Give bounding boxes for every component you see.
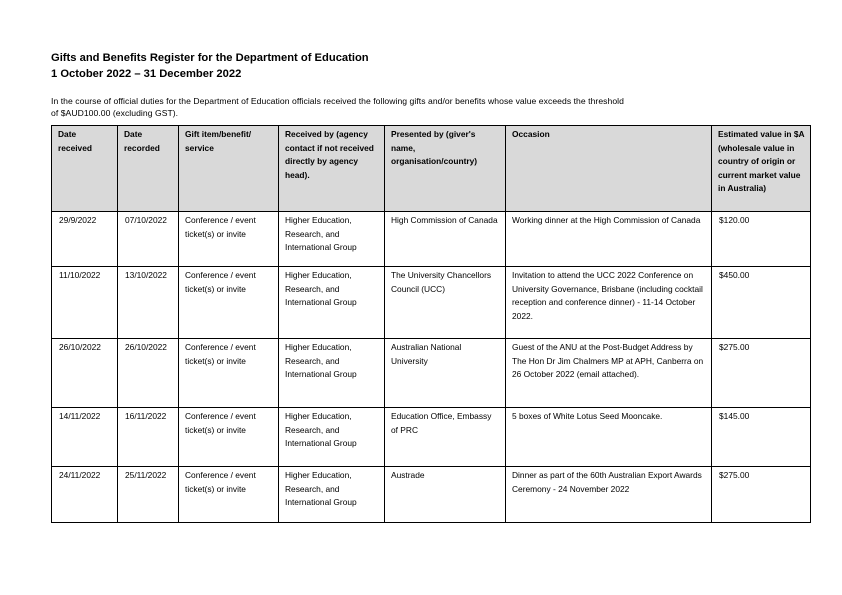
header-gift: Gift item/benefit/ service: [179, 126, 279, 212]
cell-date-received: 14/11/2022: [52, 408, 118, 467]
cell-occasion: Guest of the ANU at the Post-Budget Address by The Hon Dr Jim Chalmers MP at APH, Canberra on 26 October 2022 (email attached).: [506, 339, 712, 408]
cell-presented-by: High Commission of Canada: [385, 212, 506, 267]
cell-value: $450.00: [712, 267, 811, 339]
cell-value: $120.00: [712, 212, 811, 267]
cell-occasion: Dinner as part of the 60th Australian Export Awards Ceremony - 24 November 2022: [506, 467, 712, 523]
cell-value: $145.00: [712, 408, 811, 467]
header-occasion: Occasion: [506, 126, 712, 212]
header-date-received: Date received: [52, 126, 118, 212]
cell-date-received: 11/10/2022: [52, 267, 118, 339]
gifts-register-table: [51, 125, 811, 523]
cell-gift: Conference / event ticket(s) or invite: [179, 467, 279, 523]
document-title: [51, 50, 369, 82]
cell-gift: Conference / event ticket(s) or invite: [179, 408, 279, 467]
header-date-recorded: Date recorded: [118, 126, 179, 212]
cell-date-recorded: 16/11/2022: [118, 408, 179, 467]
cell-date-received: 24/11/2022: [52, 467, 118, 523]
cell-received-by: Higher Education, Research, and International Group: [279, 267, 385, 339]
table-row: [52, 212, 811, 267]
cell-received-by: Higher Education, Research, and International Group: [279, 467, 385, 523]
cell-received-by: Higher Education, Research, and International Group: [279, 212, 385, 267]
cell-received-by: Higher Education, Research, and International Group: [279, 339, 385, 408]
cell-value: $275.00: [712, 339, 811, 408]
cell-value: $275.00: [712, 467, 811, 523]
cell-date-recorded: 25/11/2022: [118, 467, 179, 523]
cell-date-received: 26/10/2022: [52, 339, 118, 408]
intro-paragraph: [51, 95, 791, 119]
intro-line-2: of $AUD100.00 (excluding GST).: [51, 108, 179, 118]
cell-date-received: 29/9/2022: [52, 212, 118, 267]
cell-gift: Conference / event ticket(s) or invite: [179, 212, 279, 267]
cell-presented-by: Australian National University: [385, 339, 506, 408]
cell-occasion: Working dinner at the High Commission of Canada: [506, 212, 712, 267]
cell-date-recorded: 26/10/2022: [118, 339, 179, 408]
cell-date-recorded: 07/10/2022: [118, 212, 179, 267]
table-header-row: [52, 126, 811, 212]
cell-date-recorded: 13/10/2022: [118, 267, 179, 339]
title-heading: Gifts and Benefits Register for the Department of Education: [51, 52, 369, 64]
title-period: 1 October 2022 – 31 December 2022: [51, 68, 242, 80]
cell-presented-by: The University Chancellors Council (UCC): [385, 267, 506, 339]
table-row: [52, 267, 811, 339]
table-row: [52, 467, 811, 523]
intro-line-1: In the course of official duties for the Department of Education officials received the following gifts and/or benefits whose value exceeds the threshold: [51, 96, 624, 106]
header-presented-by: Presented by (giver's name, organisation/country): [385, 126, 506, 212]
cell-occasion: Invitation to attend the UCC 2022 Conference on University Governance, Brisbane (including cocktail reception and conference dinner) - 11-14 October 2022.: [506, 267, 712, 339]
header-received-by: Received by (agency contact if not received directly by agency head).: [279, 126, 385, 212]
cell-presented-by: Austrade: [385, 467, 506, 523]
cell-gift: Conference / event ticket(s) or invite: [179, 267, 279, 339]
cell-gift: Conference / event ticket(s) or invite: [179, 339, 279, 408]
cell-received-by: Higher Education, Research, and International Group: [279, 408, 385, 467]
table-row: [52, 408, 811, 467]
table-row: [52, 339, 811, 408]
cell-occasion: 5 boxes of White Lotus Seed Mooncake.: [506, 408, 712, 467]
cell-presented-by: Education Office, Embassy of PRC: [385, 408, 506, 467]
header-value: Estimated value in $A (wholesale value in country of origin or current market value in Australia): [712, 126, 811, 212]
